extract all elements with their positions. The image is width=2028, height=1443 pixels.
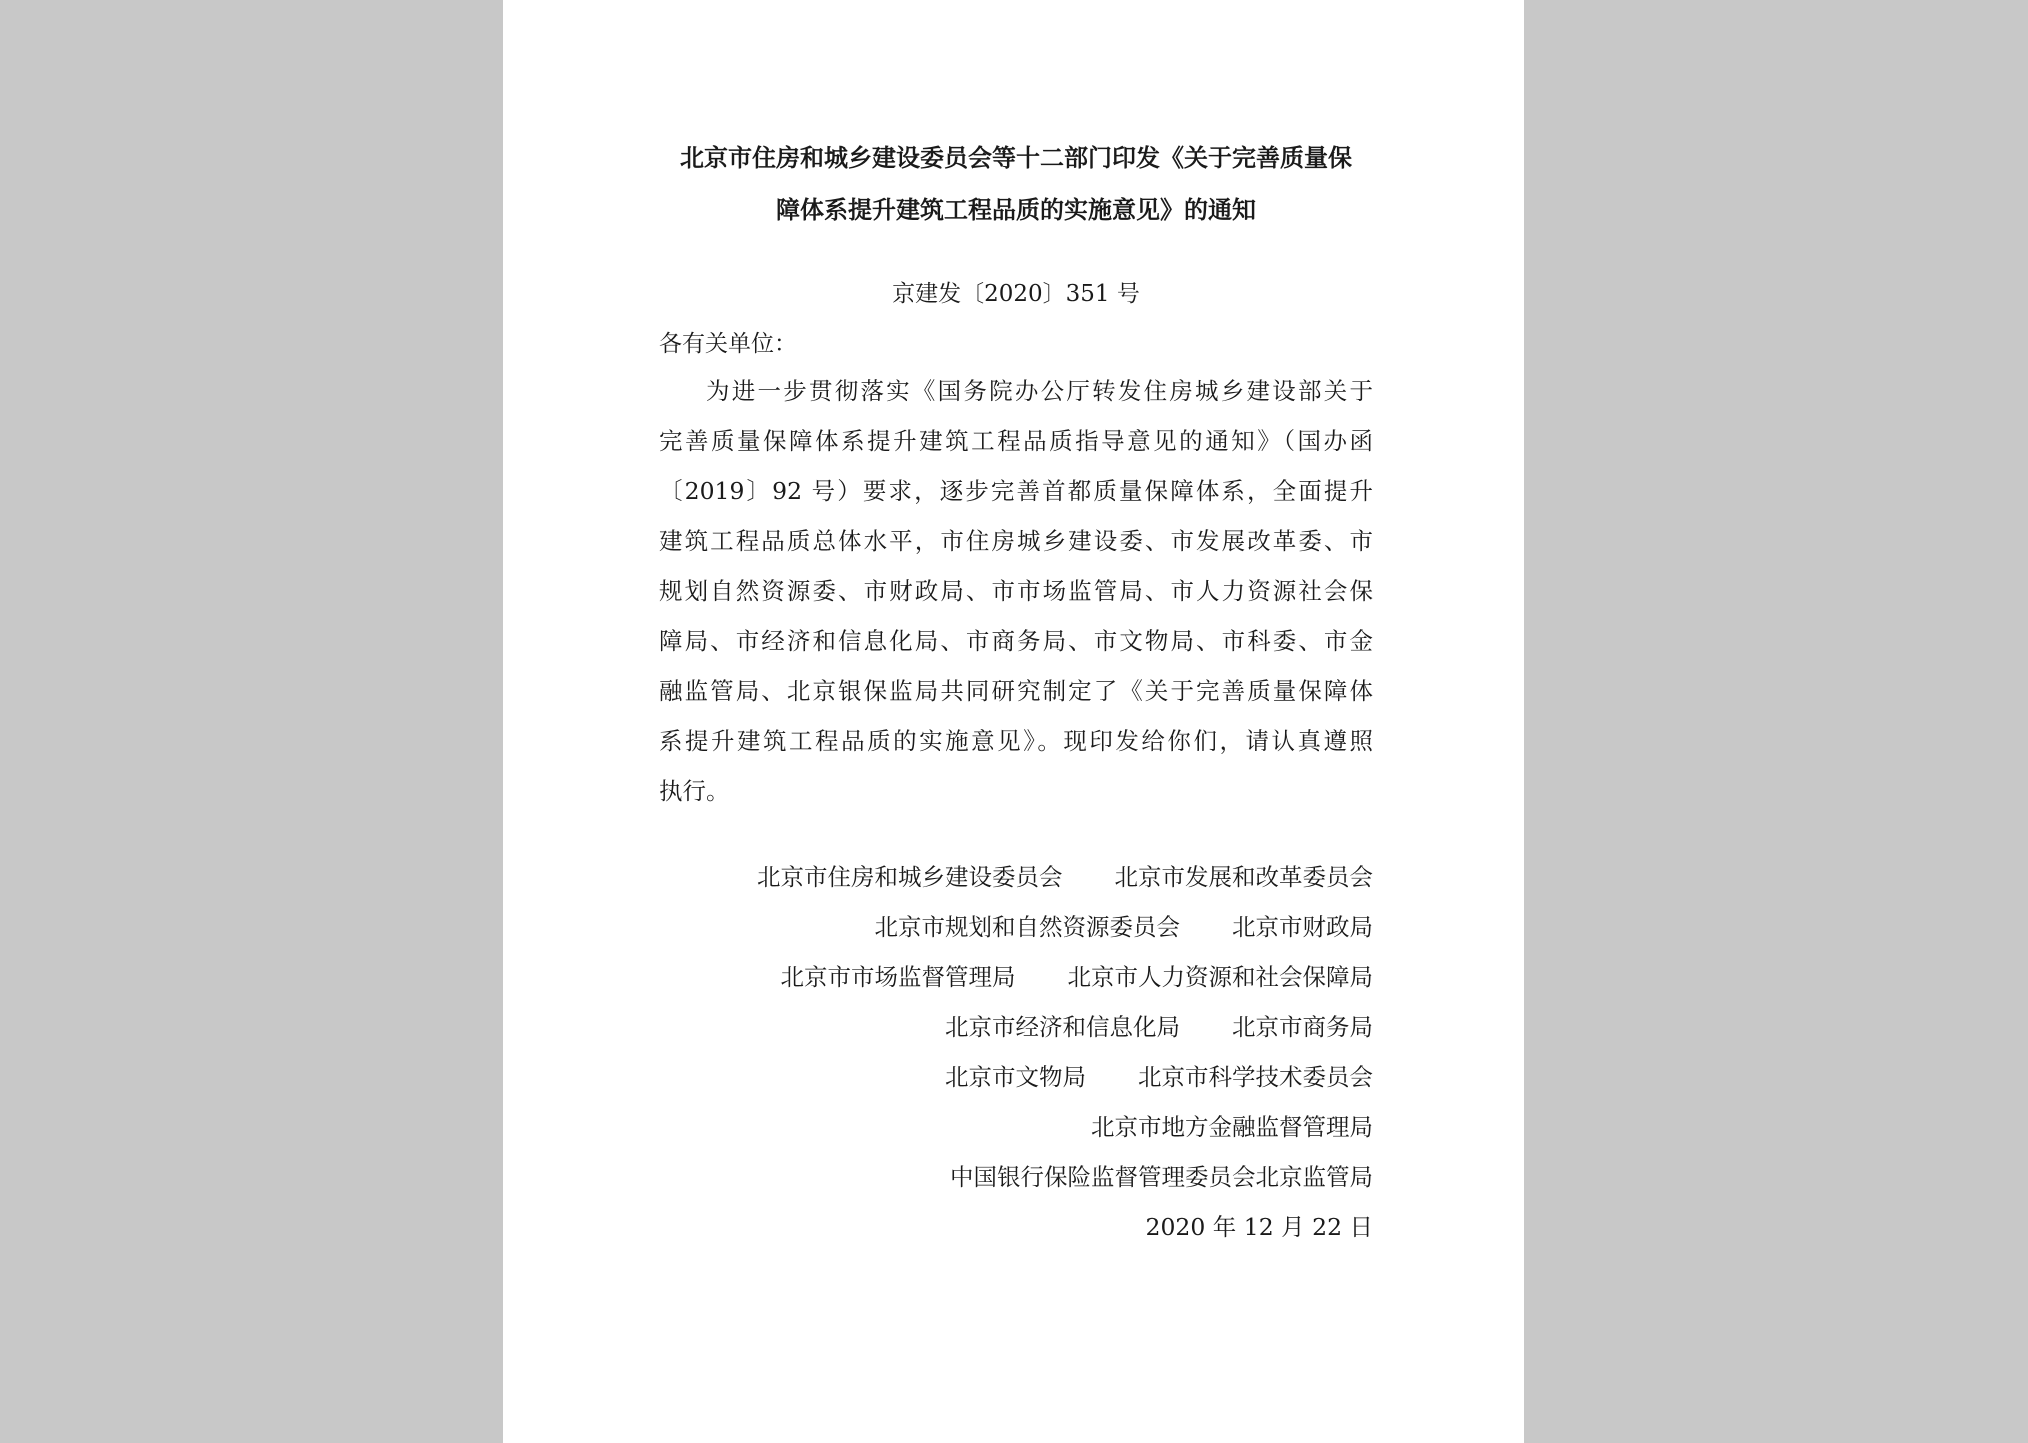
signatory: 北京市人力资源和社会保障局: [1067, 963, 1373, 991]
signatory: 北京市商务局: [1232, 1013, 1373, 1041]
signature-row: [659, 1152, 1373, 1202]
signatory: 北京市市场监督管理局: [780, 963, 1016, 991]
body-line: 完善质量保障体系提升建筑工程品质指导意见的通知》（国办函: [659, 427, 1373, 455]
signatory: 北京市住房和城乡建设委员会: [757, 863, 1063, 891]
signature-row: [659, 852, 1373, 902]
body-line: 执行。: [659, 777, 730, 805]
document-title: [659, 132, 1373, 236]
title-line-2: 障体系提升建筑工程品质的实施意见》的通知: [776, 196, 1256, 224]
signatory: 中国银行保险监督管理委员会北京监管局: [950, 1163, 1373, 1191]
body-line: 规划自然资源委、市财政局、市市场监管局、市人力资源社会保: [659, 577, 1373, 605]
signatory: 北京市地方金融监督管理局: [1091, 1113, 1373, 1141]
signature-row: [659, 952, 1373, 1002]
signature-row: [659, 902, 1373, 952]
signatory: 北京市经济和信息化局: [945, 1013, 1180, 1041]
body-line: 建筑工程品质总体水平，市住房城乡建设委、市发展改革委、市: [659, 527, 1373, 555]
body-line: 系提升建筑工程品质的实施意见》。现印发给你们，请认真遵照: [659, 727, 1373, 755]
document-content: [659, 132, 1373, 1252]
signatory: 北京市发展和改革委员会: [1114, 863, 1373, 891]
body-line: 为进一步贯彻落实《国务院办公厅转发住房城乡建设部关于: [706, 377, 1373, 405]
document-page: [503, 0, 1524, 1443]
issue-date: 2020 年 12 月 22 日: [1145, 1213, 1373, 1241]
body-line: 〔2019〕92 号）要求，逐步完善首都质量保障体系，全面提升: [659, 477, 1373, 505]
body-line: 障局、市经济和信息化局、市商务局、市文物局、市科委、市金: [659, 627, 1373, 655]
signatory: 北京市规划和自然资源委员会: [874, 913, 1180, 941]
signature-row: [659, 1052, 1373, 1102]
signature-block: [659, 852, 1373, 1252]
signatory: 北京市财政局: [1232, 913, 1373, 941]
body-paragraph: [659, 366, 1373, 816]
signatory: 北京市科学技术委员会: [1138, 1063, 1373, 1091]
signatory: 北京市文物局: [945, 1063, 1086, 1091]
document-number: 京建发〔2020〕351 号: [892, 281, 1140, 307]
title-line-1: 北京市住房和城乡建设委员会等十二部门印发《关于完善质量保: [680, 144, 1352, 172]
signature-row: [659, 1102, 1373, 1152]
body-line: 融监管局、北京银保监局共同研究制定了《关于完善质量保障体: [659, 677, 1373, 705]
signature-row: [659, 1002, 1373, 1052]
addressee: 各有关单位：: [659, 331, 797, 357]
